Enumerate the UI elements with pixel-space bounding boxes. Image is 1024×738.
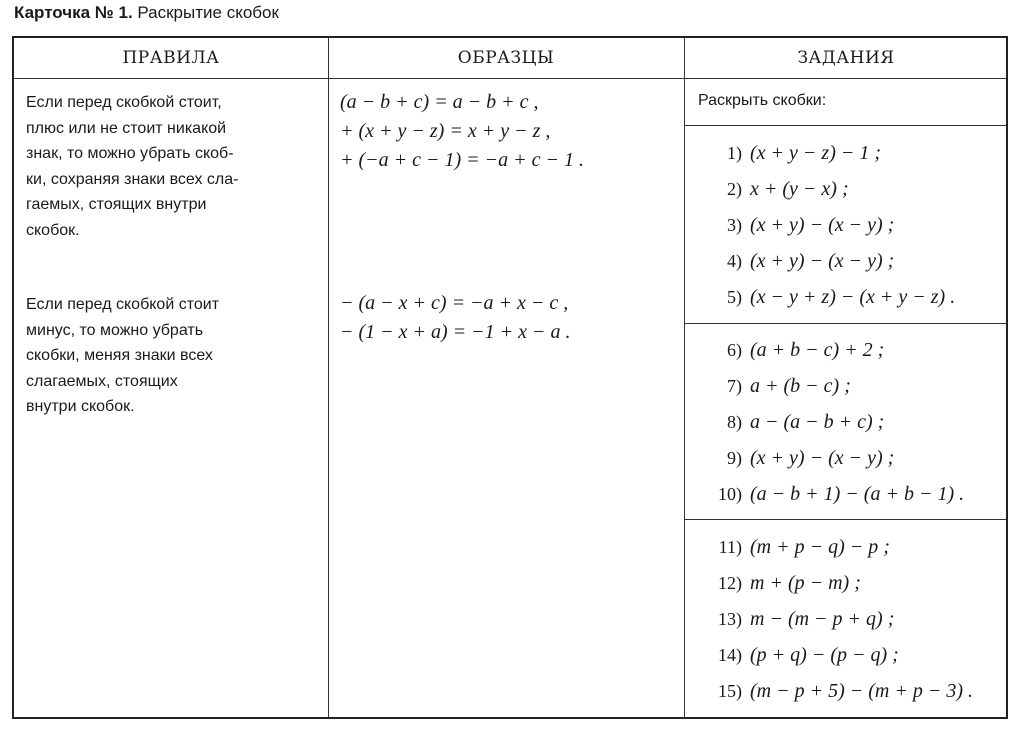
task-group-3 — [694, 529, 973, 709]
task-item — [694, 332, 964, 368]
task-expression: (a + b − c) + 2 ; — [750, 339, 885, 361]
task-item — [694, 476, 964, 512]
header-examples: ОБРАЗЦЫ — [457, 48, 555, 68]
examples-plus — [340, 88, 584, 175]
task-number: 5) — [727, 287, 742, 307]
task-item — [694, 565, 973, 601]
task-number: 10) — [718, 484, 742, 504]
task-group-2 — [694, 332, 964, 512]
task-item — [694, 207, 955, 243]
example-line: + (−a + c − 1) = −a + c − 1 . — [340, 149, 585, 171]
task-item — [694, 440, 964, 476]
task-expression: a − (a − b + c) ; — [750, 411, 885, 433]
task-item — [694, 601, 973, 637]
task-expression: (x + y) − (x − y) ; — [750, 214, 895, 236]
example-line: + (x + y − z) = x + y − z , — [340, 120, 551, 142]
divider-rules-examples — [328, 38, 329, 717]
tasks-heading: Раскрыть скобки: — [698, 92, 827, 109]
task-item — [694, 368, 964, 404]
task-expression: (x + y) − (x − y) ; — [750, 447, 895, 469]
tasks-heading-divider — [684, 125, 1006, 126]
rule-line: ки, сохраняя знаки всех сла- — [26, 170, 239, 188]
rule-plus — [26, 90, 326, 243]
task-item — [694, 404, 964, 440]
task-item — [694, 171, 955, 207]
task-expression: (a − b + 1) − (a + b − 1) . — [750, 483, 965, 505]
task-number: 7) — [727, 376, 742, 396]
rule-line: минус, то можно убрать — [26, 321, 204, 339]
task-expression: x + (y − x) ; — [750, 178, 849, 200]
rule-line: слагаемых, стоящих — [26, 372, 178, 390]
example-line: (a − b + c) = a − b + c , — [340, 91, 539, 113]
rule-line: гаемых, стоящих внутри — [26, 196, 207, 213]
header-divider — [14, 78, 1006, 79]
task-expression: (x − y + z) − (x + y − z) . — [750, 286, 956, 308]
task-number: 14) — [718, 645, 742, 665]
task-expression: (p + q) − (p − q) ; — [750, 644, 899, 666]
task-number: 1) — [727, 143, 742, 163]
task-number: 8) — [727, 412, 742, 432]
rule-line: внутри скобок. — [26, 398, 135, 415]
rule-line: Если перед скобкой стоит — [26, 296, 220, 313]
task-item — [694, 529, 973, 565]
task-item — [694, 243, 955, 279]
task-group-1 — [694, 135, 955, 315]
task-number: 9) — [727, 448, 742, 468]
task-item — [694, 673, 973, 709]
task-expression: (x + y) − (x − y) ; — [750, 250, 895, 272]
task-number: 3) — [727, 215, 742, 235]
task-item — [694, 279, 955, 315]
card-number: Карточка № 1. — [14, 3, 133, 22]
task-item — [694, 135, 955, 171]
task-group-divider-1 — [684, 323, 1006, 324]
rule-line: Если перед скобкой стоит, — [26, 94, 222, 111]
rule-line: скобки, меняя знаки всех — [26, 347, 213, 364]
rule-line: плюс или не стоит никакой — [26, 119, 227, 137]
rules-table — [12, 36, 1008, 719]
example-line: − (a − x + c) = −a + x − c , — [340, 292, 569, 314]
examples-minus — [340, 289, 571, 347]
task-expression: m − (m − p + q) ; — [750, 608, 895, 630]
task-item — [694, 637, 973, 673]
header-rules: ПРАВИЛА — [122, 48, 220, 68]
task-number: 4) — [727, 251, 742, 271]
rule-line: знак, то можно убрать скоб- — [26, 145, 234, 162]
card-title — [14, 2, 279, 24]
task-number: 12) — [718, 573, 742, 593]
task-group-divider-2 — [684, 519, 1006, 520]
card-topic: Раскрытие скобок — [132, 3, 279, 22]
rule-line: скобок. — [26, 221, 80, 239]
task-expression: m + (p − m) ; — [750, 572, 861, 594]
task-expression: (x + y − z) − 1 ; — [750, 142, 882, 164]
task-number: 13) — [718, 609, 742, 629]
rule-minus — [26, 292, 326, 420]
task-expression: (m − p + 5) − (m + p − 3) . — [750, 680, 974, 702]
task-number: 11) — [718, 537, 742, 557]
task-number: 6) — [727, 340, 742, 360]
header-tasks: ЗАДАНИЯ — [797, 48, 895, 68]
task-expression: (m + p − q) − p ; — [750, 536, 890, 558]
task-number: 15) — [718, 681, 742, 701]
task-number: 2) — [727, 179, 742, 199]
divider-examples-tasks — [684, 38, 685, 717]
task-expression: a + (b − c) ; — [750, 375, 851, 397]
example-line: − (1 − x + a) = −1 + x − a . — [340, 321, 571, 343]
